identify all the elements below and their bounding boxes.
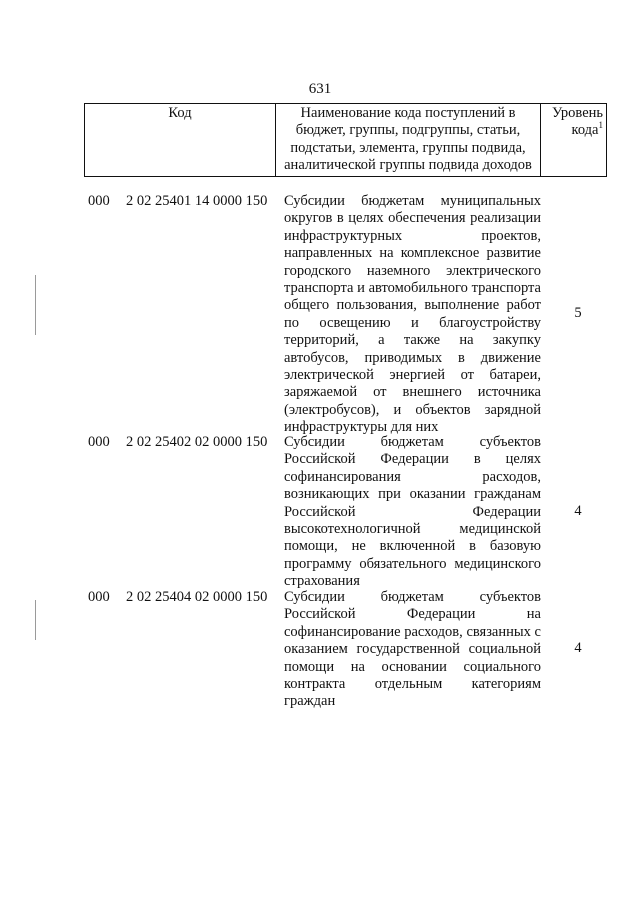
header-name-label: Наименование кода поступлений в бюджет, группы, подгруппы, статьи, подстатьи, элемента, группы подвида, аналитической группы подвида доходов — [284, 105, 532, 174]
header-level-cell — [541, 104, 607, 177]
row-level: 4 — [574, 640, 582, 656]
row-name: Субсидии бюджетам муниципальных округов в целях обеспечения реализации инфраструктурных проектов, направленных на комплексное развитие городского наземного электрического транспорта и автомобильного транспорта общего пользования, выполнение работ по освещению и благоустройству территорий, а также на закупку автобусов, приводимых в движение электрической энергией от батареи, заряжаемой от внешнего источника (электробусов), и объектов зарядной инфраструктуры для них — [284, 193, 541, 436]
row-level: 4 — [574, 503, 582, 519]
table-row — [0, 589, 640, 719]
header-code-label: Код — [168, 105, 192, 121]
row-code: 2 02 25402 02 0000 150 — [126, 434, 268, 450]
table-header — [84, 103, 607, 177]
row-name: Субсидии бюджетам субъектов Российской Федерации на софинансирование расходов, связанных с оказанием государственной социальной помощи на основании социального контракта отдельным категориям граждан — [284, 589, 541, 710]
header-name-cell — [276, 104, 541, 177]
row-code: 2 02 25401 14 0000 150 — [126, 193, 268, 209]
page-number: 631 — [308, 81, 332, 97]
row-name: Субсидии бюджетам субъектов Российской Федерации в целях софинансирования расходов, возникающих при оказании гражданам Российской Федерации высокотехнологичной медицинской помощи, не включенной в базовую программу обязательного медицинского страхования — [284, 434, 541, 590]
header-code-cell — [85, 104, 276, 177]
row-prefix: 000 — [88, 434, 110, 450]
table-row — [0, 193, 640, 436]
table-row — [0, 434, 640, 589]
row-code: 2 02 25404 02 0000 150 — [126, 589, 268, 605]
row-prefix: 000 — [88, 589, 110, 605]
row-prefix: 000 — [88, 193, 110, 209]
header-level-footnote: 1 — [598, 120, 603, 131]
row-level: 5 — [574, 305, 582, 321]
header-level-label: Уровень кода — [551, 105, 603, 139]
